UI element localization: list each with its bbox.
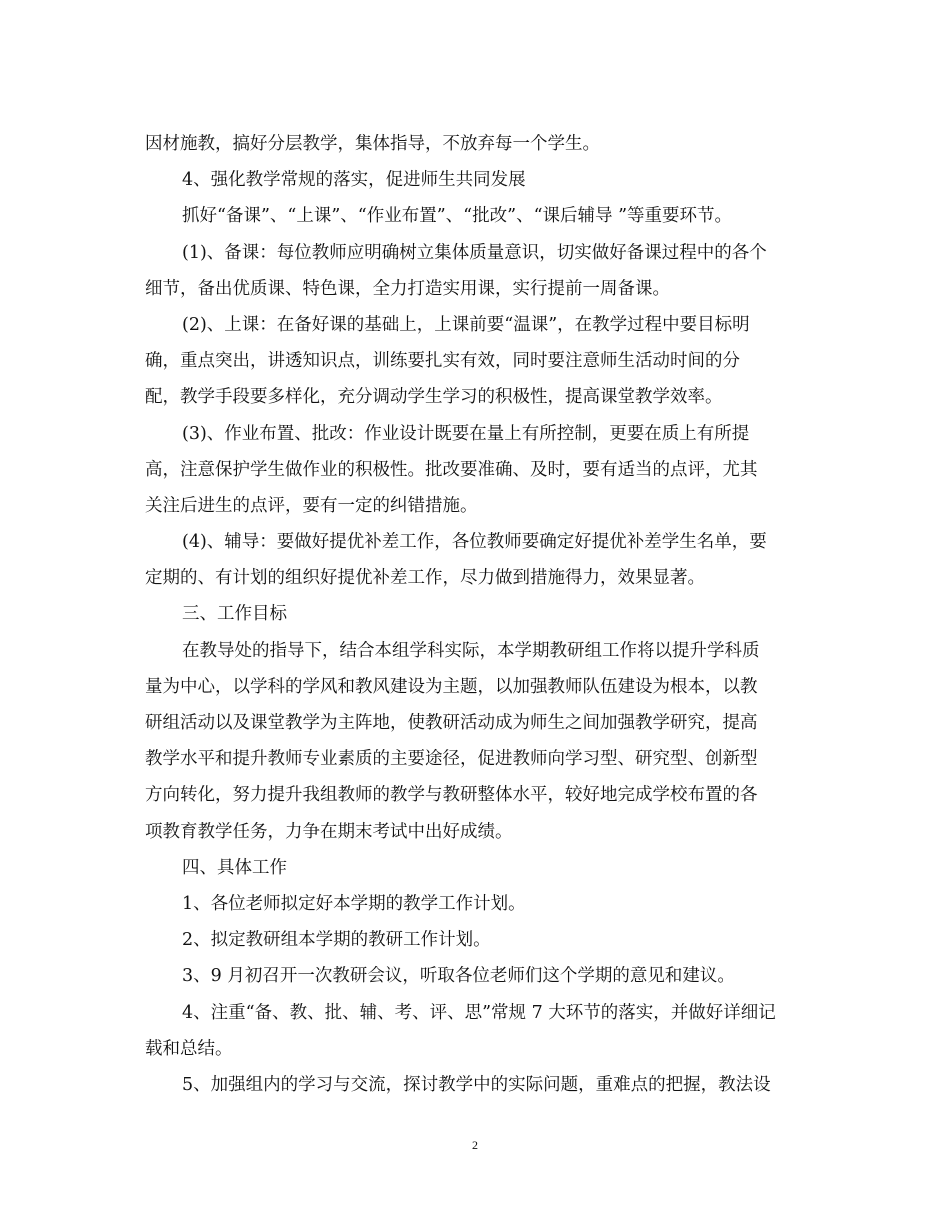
text-line: 在教导处的指导下，结合本组学科实际，本学期教研组工作将以提升学科质 (182, 640, 760, 661)
text-line: 项教育教学任务，力争在期末考试中出好成绩。 (145, 821, 513, 842)
text-line: 教学水平和提升教师专业素质的主要途径，促进教师向学习型、研究型、创新型 (145, 749, 758, 770)
text-line: 2、拟定教研组本学期的教研工作计划。 (182, 930, 491, 951)
text-line: 量为中心，以学科的学风和教风建设为主题，以加强教师队伍建设为根本，以教 (145, 676, 758, 697)
text-line: 配，教学手段要多样化，充分调动学生学习的积极性，提高课堂教学效率。 (145, 387, 723, 408)
text-line: 4、注重“备、教、批、辅、考、评、思”常规 7 大环节的落实，并做好详细记 (182, 1002, 776, 1023)
text-line: (4)、辅导：要做好提优补差工作，各位教师要确定好提优补差学生名单，要 (182, 532, 767, 553)
text-line: 确，重点突出，讲透知识点，训练要扎实有效，同时要注意师生活动时间的分 (145, 351, 740, 372)
text-line: 细节，备出优质课、特色课，全力打造实用课，实行提前一周备课。 (145, 278, 670, 299)
text-line: 4、强化教学常规的落实，促进师生共同发展 (182, 170, 526, 191)
text-line: 关注后进生的点评，要有一定的纠错措施。 (145, 495, 478, 516)
text-line: (3)、作业布置、批改：作业设计既要在量上有所控制，更要在质上有所提 (182, 423, 750, 444)
text-line: 研组活动以及课堂教学为主阵地，使教研活动成为师生之间加强教学研究，提高 (145, 713, 758, 733)
text-line: 因材施教，搞好分层教学，集体指导，不放弃每一个学生。 (145, 134, 600, 154)
text-line: 抓好“备课”、“上课”、“作业布置”、“批改”、“课后辅导 ”等重要环节。 (182, 206, 733, 227)
section-heading: 三、工作目标 (182, 604, 287, 625)
text-line: 方向转化，努力提升我组教师的教学与教研整体水平，较好地完成学校布置的各 (145, 785, 758, 806)
document-body (145, 126, 810, 1103)
page-number: 2 (472, 1138, 478, 1152)
text-line: 3、9 月初召开一次教研会议，听取各位老师们这个学期的意见和建议。 (182, 966, 735, 987)
text-line: 1、各位老师拟定好本学期的教学工作计划。 (182, 893, 526, 914)
text-line: 定期的、有计划的组织好提优补差工作，尽力做到措施得力，效果显著。 (145, 568, 705, 589)
text-line: (1)、备课：每位教师应明确树立集体质量意识，切实做好备课过程中的各个 (182, 242, 767, 263)
section-heading: 四、具体工作 (182, 857, 287, 878)
text-line: 载和总结。 (145, 1038, 233, 1059)
text-line: 高，注意保护学生做作业的积极性。批改要准确、及时，要有适当的点评，尤其 (145, 459, 758, 480)
text-line: (2)、上课：在备好课的基础上，上课前要“温课”，在教学过程中要目标明 (182, 314, 750, 335)
text-line: 5、加强组内的学习与交流，探讨教学中的实际问题，重难点的把握，教法设 (182, 1074, 771, 1095)
